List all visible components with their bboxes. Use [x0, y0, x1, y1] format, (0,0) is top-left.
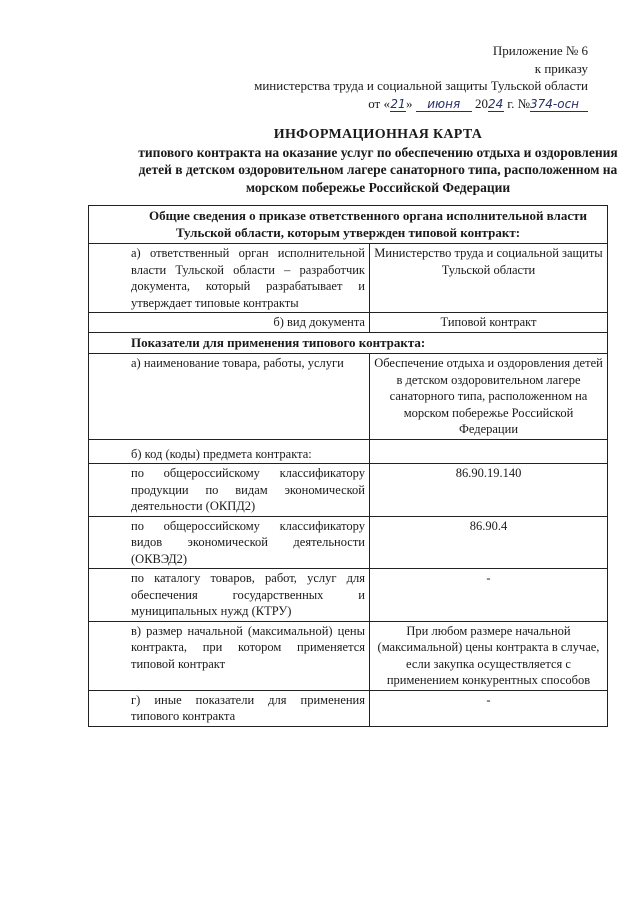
- table-row: [89, 354, 608, 440]
- section-row: [89, 332, 608, 354]
- row-value: -: [370, 690, 608, 726]
- date-day-handwritten: 21: [390, 96, 406, 111]
- table-row: [89, 244, 608, 313]
- date-year-handwritten: 24: [487, 96, 504, 111]
- table-row: [89, 621, 608, 690]
- row-label: б) вид документа: [89, 313, 370, 333]
- appendix-header: [254, 42, 588, 112]
- table-row: [89, 439, 608, 464]
- table-row: [89, 464, 608, 517]
- date-month-handwritten: июня: [416, 98, 472, 112]
- ministry-name: министерства труда и социальной защиты Тульской области: [254, 78, 588, 93]
- row-value: Типовой контракт: [370, 313, 608, 333]
- date-year-prefix: 20: [474, 95, 488, 111]
- row-label: по каталогу товаров, работ, услуг для обеспечения государственных и муниципальных нужд (КТРУ): [89, 569, 370, 622]
- row-label: по общероссийскому классификатору видов экономической деятельности (ОКВЭД2): [89, 516, 370, 569]
- row-label: а) ответственный орган исполнительной власти Тульской области – разработчик документа, который разрабатывает и утверждает типовые контракты: [89, 244, 370, 313]
- table-row: [89, 516, 608, 569]
- section-indicators: Показатели для применения типового контракта:: [89, 332, 608, 354]
- title-subtitle: типового контракта на оказание услуг по обеспечению отдыха и оздоровления детей в детском оздоровительном лагере санаторного типа, расположенном на морском побережье Российской Федерации: [138, 144, 618, 195]
- information-card-table: [88, 205, 608, 727]
- table-row: [89, 690, 608, 726]
- number-prefix: №: [517, 95, 530, 111]
- row-label: г) иные показатели для применения типового контракта: [89, 690, 370, 726]
- order-date-number: [254, 95, 588, 113]
- row-value: Министерство труда и социальной защиты Тульской области: [370, 244, 608, 313]
- table-row: [89, 313, 608, 333]
- row-label: в) размер начальной (максимальной) цены контракта, при котором применяется типовой контракт: [89, 621, 370, 690]
- row-value: -: [370, 569, 608, 622]
- table-row: [89, 569, 608, 622]
- row-value: Обеспечение отдыха и оздоровления детей в детском оздоровительном лагере санаторного типа, расположенном на морском побережье Российской Федерации: [370, 354, 608, 440]
- row-value: 86.90.4: [370, 516, 608, 569]
- title-main: ИНФОРМАЦИОННАЯ КАРТА: [273, 127, 483, 142]
- document-title: [120, 126, 636, 196]
- to-order-label: к приказу: [534, 60, 588, 76]
- row-label: а) наименование товара, работы, услуги: [89, 354, 370, 440]
- appendix-label: Приложение № 6: [492, 43, 588, 58]
- date-year-suffix: г.: [507, 95, 515, 111]
- row-value: При любом размере начальной (максимальной) цены контракта в случае, если закупка осуществляется с применением конкурентных способов: [370, 621, 608, 690]
- section-general-info: Общие сведения о приказе ответственного органа исполнительной власти Тульской области, которым утвержден типовой контракт:: [89, 206, 608, 244]
- row-label: по общероссийскому классификатору продукции по видам экономической деятельности (ОКПД2): [89, 464, 370, 517]
- date-mid: »: [405, 95, 413, 111]
- row-value: [370, 439, 608, 464]
- row-value: 86.90.19.140: [370, 464, 608, 517]
- section-row: [89, 206, 608, 244]
- date-prefix: от «: [368, 95, 390, 111]
- order-number-handwritten: 374-осн: [530, 98, 588, 112]
- row-label: б) код (коды) предмета контракта:: [89, 439, 370, 464]
